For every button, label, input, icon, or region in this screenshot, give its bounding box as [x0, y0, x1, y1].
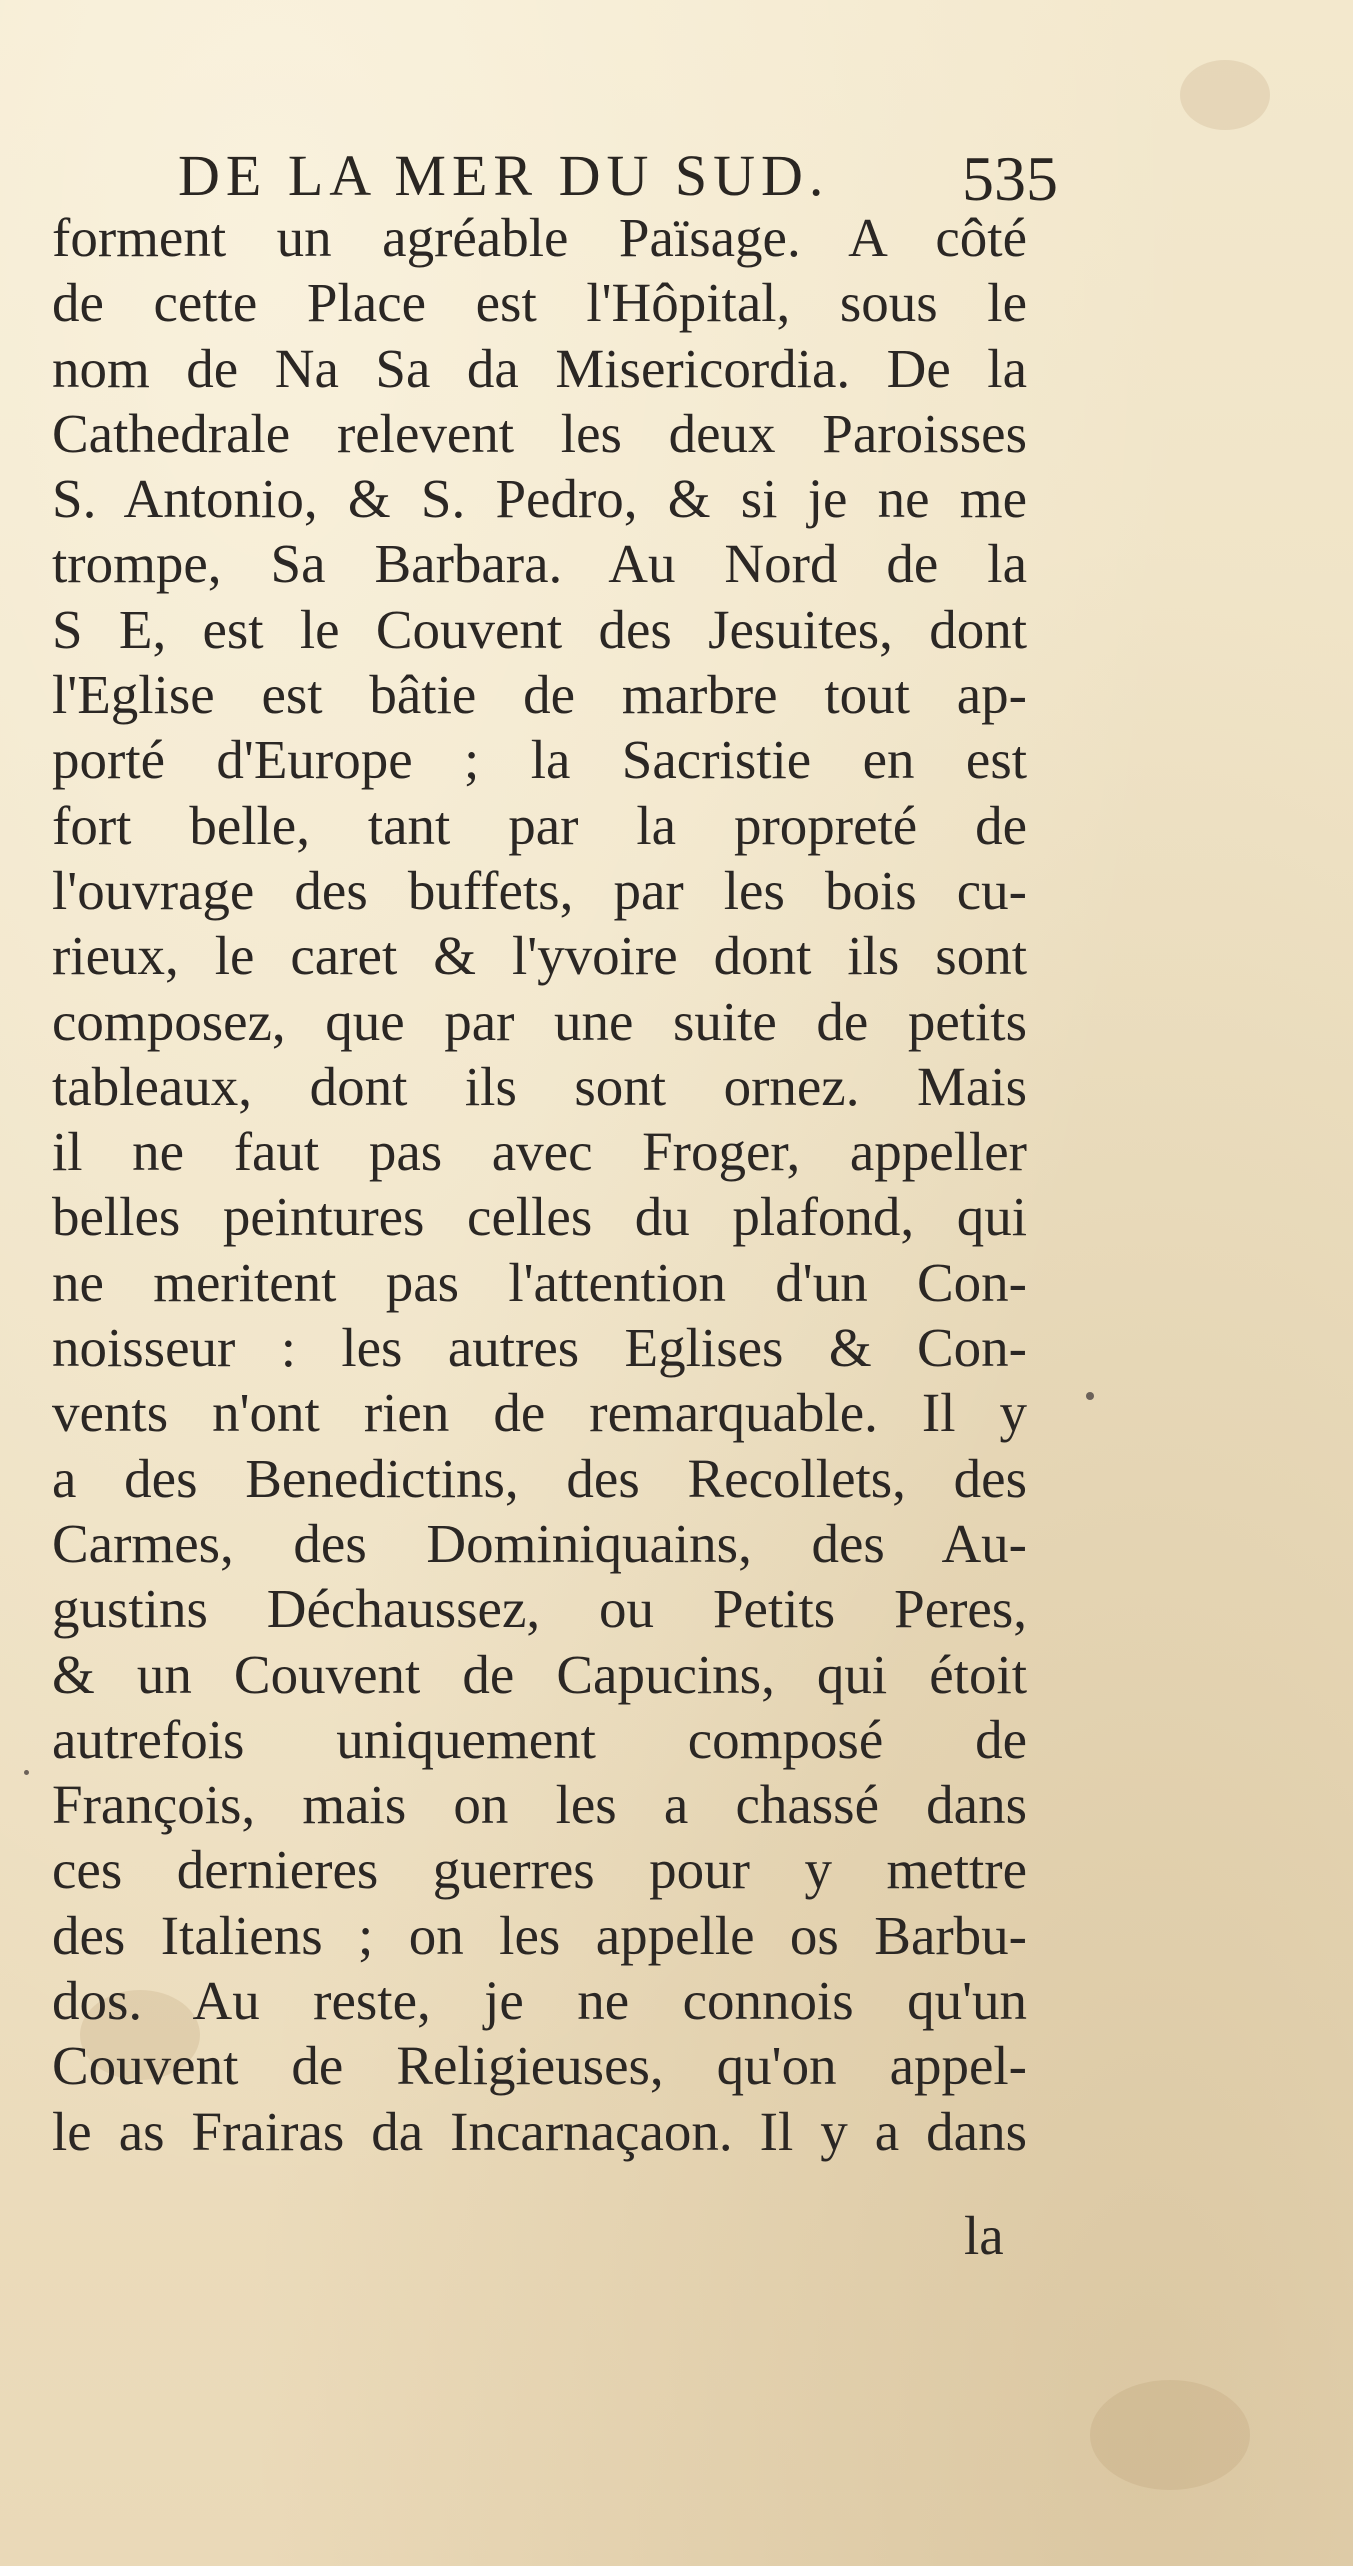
text-line: de cette Place est l'Hôpital, sous le — [52, 272, 1027, 334]
text-line: S E, est le Couvent des Jesuites, dont — [52, 598, 1027, 660]
ink-speck — [1086, 1392, 1094, 1400]
text-line: porté d'Europe ; la Sacristie en est — [52, 729, 1027, 791]
text-line: forment un agréable Païsage. A côté — [52, 207, 1027, 268]
catchword: la — [964, 2205, 1004, 2266]
text-line: dos. Au reste, je ne connois qu'un — [52, 1970, 1027, 2032]
page-number: 535 — [962, 143, 1058, 214]
text-line: & un Couvent de Capucins, qui étoit — [52, 1643, 1027, 1705]
text-line: belles peintures celles du plafond, qui — [52, 1186, 1027, 1248]
text-line: l'Eglise est bâtie de marbre tout ap- — [52, 664, 1027, 726]
running-head: DE LA MER DU SUD. — [178, 143, 830, 208]
text-line: a des Benedictins, des Recollets, des — [52, 1447, 1027, 1509]
text-line: l'ouvrage des buffets, par les bois cu- — [52, 859, 1027, 921]
text-line: il ne faut pas avec Froger, appeller — [52, 1121, 1027, 1183]
text-line: tableaux, dont ils sont ornez. Mais — [52, 1055, 1027, 1117]
text-line: Cathedrale relevent les deux Paroisses — [52, 402, 1027, 464]
text-line: S. Antonio, & S. Pedro, & si je ne me — [52, 468, 1027, 530]
paper-stain — [1180, 60, 1270, 130]
text-line: Carmes, des Dominiquains, des Au- — [52, 1512, 1027, 1574]
text-line: ne meritent pas l'attention d'un Con- — [52, 1251, 1027, 1313]
text-line: noisseur : les autres Eglises & Con- — [52, 1317, 1027, 1379]
text-line: nom de Na Sa da Misericordia. De la — [52, 337, 1027, 399]
text-line: gustins Déchaussez, ou Petits Peres, — [52, 1578, 1027, 1640]
text-line: trompe, Sa Barbara. Au Nord de la — [52, 533, 1027, 595]
text-line: vents n'ont rien de remarquable. Il y — [52, 1382, 1027, 1444]
text-line: autrefois uniquement composé de — [52, 1708, 1027, 1770]
text-line: des Italiens ; on les appelle os Barbu- — [52, 1904, 1027, 1966]
text-line: fort belle, tant par la propreté de — [52, 794, 1027, 856]
text-line: composez, que par une suite de petits — [52, 990, 1027, 1052]
paper-stain — [1090, 2380, 1250, 2490]
text-line: rieux, le caret & l'yvoire dont ils sont — [52, 925, 1027, 987]
ink-speck — [24, 1770, 29, 1775]
text-line: le as Frairas da Incarnaçaon. Il y a dans — [52, 2100, 1027, 2162]
text-line: ces dernieres guerres pour y mettre — [52, 1839, 1027, 1901]
text-line: Couvent de Religieuses, qu'on appel- — [52, 2035, 1027, 2097]
body-text — [52, 205, 1027, 2164]
text-line: François, mais on les a chassé dans — [52, 1774, 1027, 1836]
